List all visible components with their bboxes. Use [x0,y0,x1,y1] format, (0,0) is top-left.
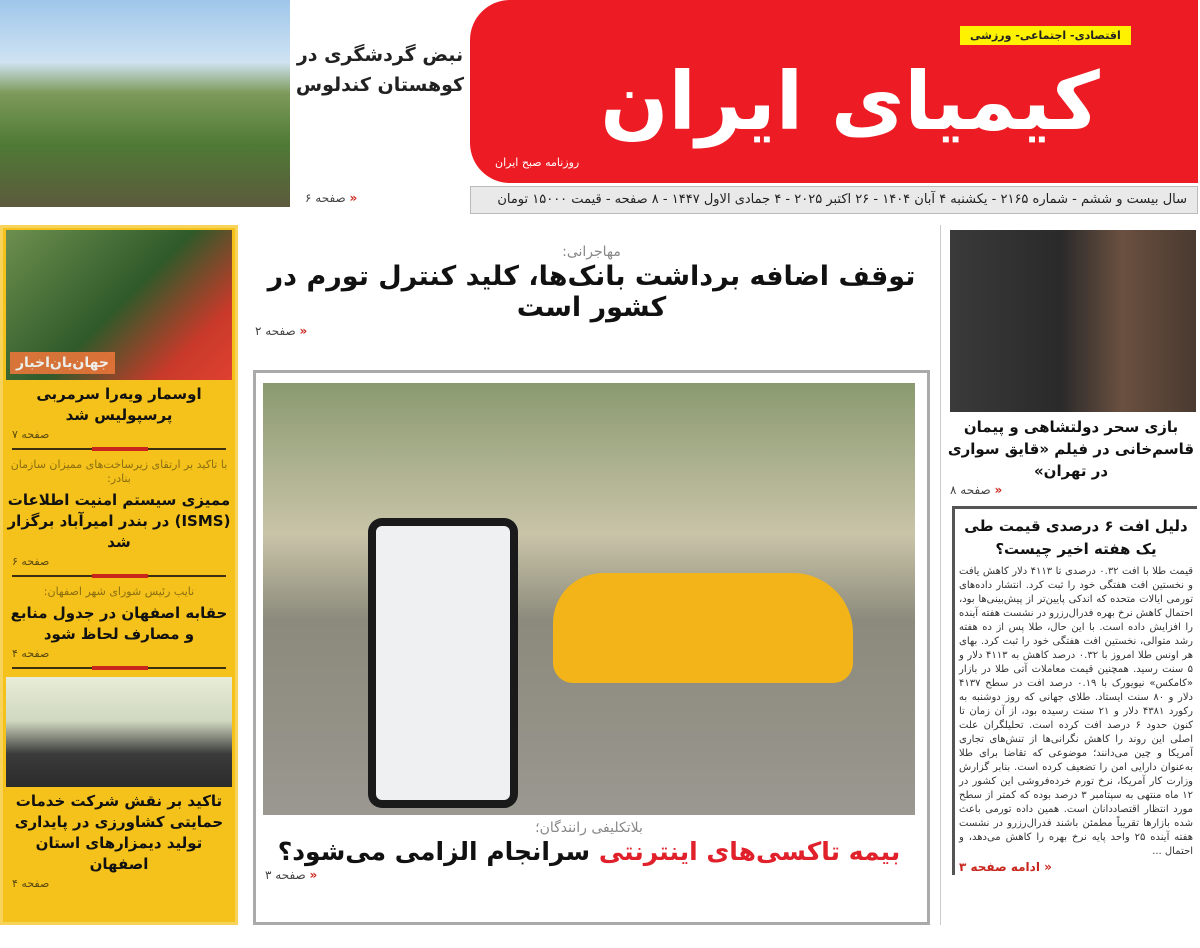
lead-story [253,243,930,339]
column-divider [940,225,941,925]
divider [12,575,226,577]
continue-label: ادامه صفحه ۳ [959,860,1040,874]
left-page-ref-3[interactable]: صفحه ۴ [12,647,50,660]
newspaper-logo: کیمیای ایران [600,55,1100,148]
watermark-logo: جهان‌بان‌اخبار [10,352,115,374]
masthead-subtitle: روزنامه صبح ایران [495,156,580,169]
chevron-icon: « [309,868,318,882]
page-label: صفحه ۳ [265,868,306,882]
phone-image [368,518,518,808]
left-column [0,225,238,925]
headline-black-part: سرانجام الزامی می‌شود؟ [277,837,591,866]
chevron-icon: « [994,483,1003,497]
left-page-ref-2[interactable]: صفحه ۶ [12,555,50,568]
issue-info-bar: سال بیست و ششم - شماره ۲۱۶۵ - یکشنبه ۴ آبان ۱۴۰۴ - ۲۶ اکتبر ۲۰۲۵ - ۴ جمادی الاول ۱۴۴۷ - ۸ صفحه - قیمت ۱۵۰۰۰ تومان [470,186,1198,214]
left-page-ref-4[interactable]: صفحه ۴ [12,877,50,890]
left-headline-4[interactable]: تاکید بر نقش شرکت خدمات حمایتی کشاورزی در پایداری تولید دیمزارهای استان اصفهان [14,792,224,873]
lead-page-ref[interactable] [253,323,930,339]
gold-article-box [952,506,1197,875]
photo-actors [950,230,1196,412]
left-kicker-2: با تاکید بر ارتقای زیرساخت‌های ممیزان سازمان بنادر: [10,458,228,485]
photo-isfahan-ceremony [6,677,232,787]
page-label: صفحه ۲ [255,324,296,338]
teaser-page-ref[interactable] [305,190,357,206]
left-kicker-3: نایب رئیس شورای شهر اصفهان: [43,585,195,598]
photo-story [263,819,915,883]
left-page-ref-1[interactable]: صفحه ۷ [12,428,50,441]
right-caption[interactable]: بازی سحر دولتشاهی و پیمان قاسم‌خانی در فیلم «قایق سواری در تهران» [947,418,1195,480]
divider [12,667,226,669]
chevron-icon: « [349,191,358,205]
left-headline-3[interactable]: حقابه اصفهان در جدول منابع و مصارف لحاظ شود [10,604,228,643]
gold-article-title[interactable]: دلیل افت ۶ درصدی قیمت طی یک هفته اخیر چیست؟ [964,517,1188,558]
photo-story-page-ref[interactable] [263,867,915,883]
right-column [945,416,1197,875]
page-label: صفحه ۸ [950,483,991,497]
photo-story-headline[interactable] [263,837,915,867]
masthead-tagline: اقتصادی- اجتماعی- ورزشی [960,26,1131,45]
right-caption-page-ref[interactable] [945,482,1197,498]
divider [12,448,226,450]
photo-story-kicker: بلاتکلیفی رانندگان؛ [535,820,643,836]
teaser-headline[interactable]: نبض گردشگری در کوهستان کندلوس [295,44,465,96]
photo-osmar-vieira [6,230,232,380]
page-label: صفحه ۶ [305,191,346,205]
lead-kicker: مهاجرانی: [562,244,621,260]
photo-taxi-app [263,383,915,815]
gold-article-body: قیمت طلا با افت ۰.۳۲ درصدی تا ۴۱۱۳ دلار کاهش یافت و نخستین افت هفتگی خود را ثبت کرد. انتشار داده‌های تورمی ایالات متحده که اندکی پایین‌تر از پیش‌بینی‌ها بود، احتمال کاهش نرخ بهره فدرال‌رزرو در نشست هفته آینده را افزایش داده است. با این حال، طلا پس از ده هفته رشد متوالی، نخستین افت هفتگی خود را ثبت کرد. بهای هر اونس طلا امروز با ۰.۳۲ درصد کاهش به ۴۱۱۳ دلار و ۵ سنت رسید. همچنین قیمت معاملات آتی طلا در بازار «کامکس» نیویورک با ۰.۱۹ درصد افت در سطح ۴۱۳۷ دلار و ۸۰ سنت ایستاد. طلای جهانی که روز دوشنبه به رکورد ۴۳۸۱ دلار و ۲۱ سنت رسیده بود، از آن زمان تا کنون حدود ۶ درصد افت کرده است. تحلیلگران علت اصلی این روند را کاهش نگرانی‌ها از تنش‌های تجاری آمریکا و چین می‌دانند؛ موضوعی که تقاضا برای طلا به‌عنوان دارایی امن را تضعیف کرده است. بنابر گزارش وزارت کار آمریکا، نرخ تورم خرده‌فروشی این کشور در ۱۲ ماه منتهی به سپتامبر ۳ درصد بوده که کمتر از سطح مورد انتظار اقتصاددانان است. همین داده تورمی باعث شده بازارها تقریباً مطمئن باشند فدرال‌رزرو در نشست هفته آینده ۲۵ واحد پایه نرخ بهره را کاهش می‌دهد، و احتمال ... [959,566,1194,857]
lead-headline[interactable]: توقف اضافه برداشت بانک‌ها، کلید کنترل تورم در کشور است [267,261,916,323]
left-headline-2[interactable]: ممیزی سیستم امنیت اطلاعات (ISMS) در بندر امیرآباد برگزار شد [7,491,231,551]
chevron-icon: « [1044,860,1052,874]
left-headline-1[interactable]: اوسمار ویه‌را سرمربی پرسپولیس شد [36,385,202,424]
gold-article-continue[interactable] [959,859,1193,875]
headline-red-part: بیمه تاکسی‌های اینترنتی [598,837,901,866]
photo-kandelous-village [0,0,290,207]
chevron-icon: « [299,324,308,338]
taxi-image [553,573,853,683]
